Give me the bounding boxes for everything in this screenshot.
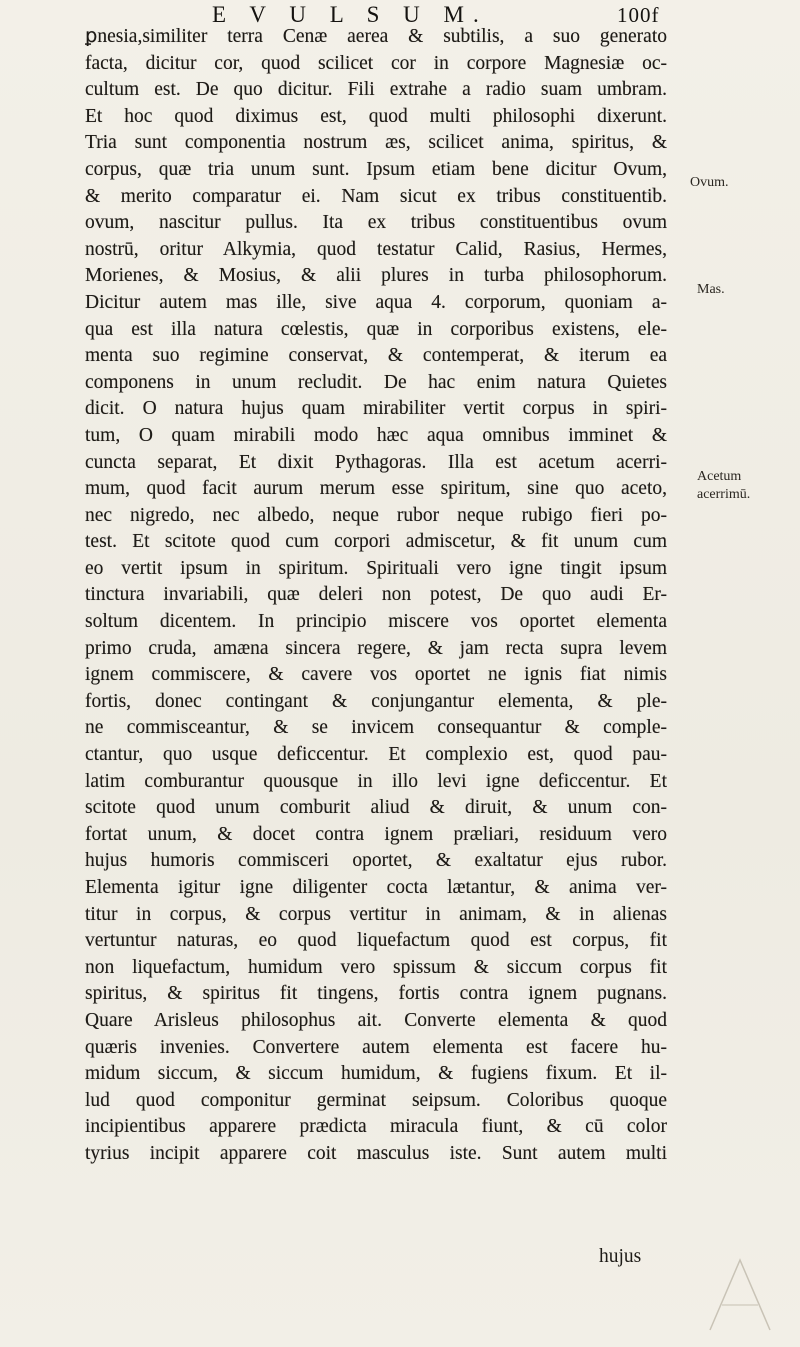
text-line: fortis, donec contingant & conjungantur elementa, & ple-	[85, 690, 667, 712]
text-line: midum siccum, & siccum humidum, & fugiens fixum. Et il-	[85, 1063, 667, 1085]
text-line: fortat unum, & docet contra ignem præliari, residuum vero	[85, 823, 667, 845]
text-line: tum, O quam mirabili modo hæc aqua omnibus imminet &	[85, 424, 667, 446]
show-through-ink	[700, 1250, 780, 1340]
text-line: eo vertit ipsum in spiritum. Spirituali vero igne tingit ipsum	[85, 557, 667, 579]
text-line: titur in corpus, & corpus vertitur in animam, & in alienas	[85, 903, 667, 925]
text-line: cultum est. De quo dicitur. Fili extrahe a radio suam umbram.	[85, 79, 667, 101]
catchword: hujus	[599, 1246, 642, 1267]
text-line: quæris invenies. Convertere autem elementa est facere hu-	[85, 1036, 667, 1058]
text-line: non liquefactum, humidum vero spissum & siccum corpus fit	[85, 956, 667, 978]
marginal-note-acerrimum: acerrimū.	[697, 487, 751, 502]
text-line: Morienes, & Mosius, & alii plures in turba philosophorum.	[85, 265, 667, 287]
text-line: componens in unum recludit. De hac enim natura Quietes	[85, 371, 667, 393]
text-line: dicit. O natura hujus quam mirabiliter vertit corpus in spiri-	[85, 398, 667, 420]
text-line: Quare Arisleus philosophus ait. Converte elementa & quod	[85, 1009, 667, 1031]
text-line: spiritus, & spiritus fit tingens, fortis contra ignem pugnans.	[85, 983, 667, 1005]
marginal-note-ovum: Ovum.	[690, 175, 729, 190]
text-line: primo cruda, amæna sincera regere, & jam recta supra levem	[85, 637, 667, 659]
text-line: scitote quod unum comburit aliud & diruit, & unum con-	[85, 797, 667, 819]
text-line: mum, quod facit aurum merum esse spiritum, sine quo aceto,	[85, 478, 667, 500]
marginal-note-mas: Mas.	[697, 282, 725, 297]
marginal-note-acetum: Acetum	[697, 469, 742, 484]
body-text	[85, 24, 667, 1168]
text-line: incipientibus apparere prædicta miracula fiunt, & cū color	[85, 1116, 667, 1138]
text-line: ne commisceantur, & se invicem consequantur & comple-	[85, 717, 667, 739]
text-line: ꝑnesia,similiter terra Cenæ aerea & subtilis, a suo generato	[85, 26, 667, 47]
text-line: Dicitur autem mas ille, sive aqua 4. corporum, quoniam a-	[85, 291, 667, 313]
text-line: lud quod componitur germinat seipsum. Coloribus quoque	[85, 1089, 667, 1111]
text-line: Tria sunt componentia nostrum æs, scilicet anima, spiritus, &	[85, 132, 667, 154]
text-line: tinctura invariabili, quæ deleri non potest, De quo audi Er-	[85, 584, 667, 606]
text-line: & merito comparatur ei. Nam sicut ex tribus constituentib.	[85, 185, 667, 207]
text-line: Elementa igitur igne diligenter cocta lætantur, & anima ver-	[85, 877, 667, 898]
text-line: cuncta separat, Et dixit Pythagoras. Illa est acetum acerri-	[85, 451, 667, 473]
text-line: soltum dicentem. In principio miscere vos oportet elementa	[85, 611, 667, 633]
text-line: ignem commiscere, & cavere vos oportet ne ignis fiat nimis	[85, 664, 667, 686]
text-line: menta suo regimine conservat, & contemperat, & iterum ea	[85, 345, 667, 367]
text-line: corpus, quæ tria unum sunt. Ipsum etiam bene dicitur Ovum,	[85, 158, 667, 180]
text-line: nec nigredo, nec albedo, neque rubor neque rubigo fieri po-	[85, 504, 667, 526]
running-title: E V U L S U M.	[212, 2, 488, 27]
text-line: nostrū, oritur Alkymia, quod testatur Calid, Rasius, Hermes,	[85, 238, 667, 260]
text-line: tyrius incipit apparere coit masculus iste. Sunt autem multi	[85, 1142, 667, 1164]
text-line: hujus humoris commisceri oportet, & exaltatur ejus rubor.	[85, 850, 667, 872]
text-line: latim comburantur quousque in illo levi igne deficcentur. Et	[85, 770, 667, 792]
text-line: qua est illa natura cœlestis, quæ in corporibus existens, ele-	[85, 318, 667, 340]
text-line: facta, dicitur cor, quod scilicet cor in corpore Magnesiæ oc-	[85, 52, 667, 74]
text-line: ovum, nascitur pullus. Ita ex tribus constituentibus ovum	[85, 212, 667, 234]
text-line: vertuntur naturas, eo quod liquefactum quod est corpus, fit	[85, 930, 667, 952]
page-number: 100f	[617, 3, 660, 27]
text-line: test. Et scitote quod cum corpori admiscetur, & fit unum cum	[85, 531, 667, 553]
text-line: Et hoc quod diximus est, quod multi philosophi dixerunt.	[85, 105, 667, 127]
text-line: ctantur, quo usque deficcentur. Et complexio est, quod pau-	[85, 744, 667, 766]
